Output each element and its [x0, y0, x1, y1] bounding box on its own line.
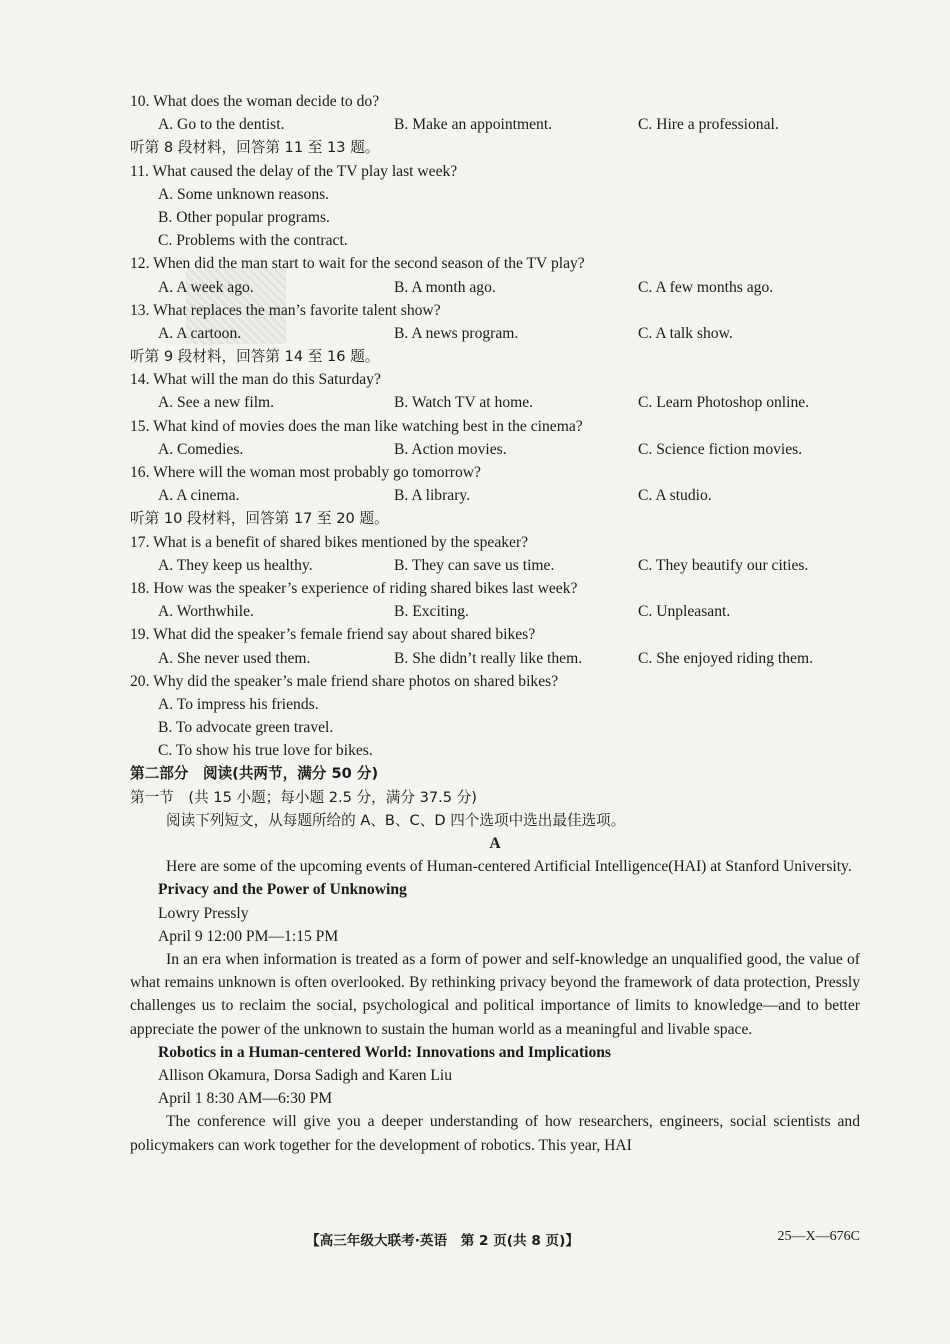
option-b: B. Exciting. [394, 603, 469, 621]
option-a: A. A cartoon. [158, 324, 242, 342]
option-c: C. Problems with the contract. [158, 232, 348, 250]
option-c: C. She enjoyed riding them. [638, 649, 813, 667]
question-19: 19. What did the speaker’s female friend say about shared bikes? [130, 626, 536, 644]
question-16-options [130, 484, 860, 507]
section-note-9: 听第 9 段材料，回答第 14 至 16 题。 [130, 348, 380, 366]
question-15: 15. What kind of movies does the man like watching best in the cinema? [130, 417, 583, 435]
option-c: C. Hire a professional. [638, 116, 779, 134]
passage-letter: A [489, 835, 501, 852]
part-two-heading: 第二部分 阅读(共两节，满分 50 分) [130, 765, 379, 783]
question-11: 11. What caused the delay of the TV play last week? [130, 162, 458, 180]
option-c: C. A studio. [638, 487, 712, 505]
question-12: 12. When did the man start to wait for the second season of the TV play? [130, 255, 585, 273]
question-12-options [130, 276, 860, 299]
option-c: C. Unpleasant. [638, 603, 731, 621]
option-c: C. Learn Photoshop online. [638, 394, 810, 412]
option-b: B. To advocate green travel. [158, 719, 334, 737]
option-a: A. See a new film. [158, 394, 275, 412]
option-a: A. A cinema. [158, 487, 240, 505]
question-18: 18. How was the speaker’s experience of riding shared bikes last week? [130, 579, 578, 597]
footer-page-info: 【高三年级大联考·英语 第 2 页(共 8 页)】 [306, 1233, 579, 1249]
option-a: A. They keep us healthy. [158, 556, 313, 574]
option-b: B. Watch TV at home. [394, 394, 534, 412]
question-16: 16. Where will the woman most probably go tomorrow? [130, 464, 481, 481]
event-1-title: Privacy and the Power of Unknowing [158, 881, 407, 899]
option-b: B. Make an appointment. [394, 116, 553, 134]
footer-code: 25—X—676C [777, 1229, 860, 1244]
question-13-options [130, 322, 860, 345]
passage-intro: Here are some of the upcoming events of Human-centered Artificial Intelligence(HAI) at Stanford University. [166, 858, 852, 876]
event-2-speaker: Allison Okamura, Dorsa Sadigh and Karen Liu [158, 1066, 453, 1084]
question-10: 10. What does the woman decide to do? [130, 93, 380, 110]
question-18-options [130, 600, 860, 623]
section-note-8: 听第 8 段材料，回答第 11 至 13 题。 [130, 139, 380, 157]
option-a: A. To impress his friends. [158, 695, 319, 713]
event-1-text: In an era when information is treated as a form of power and self-knowledge an unqualified good, the value of what remains unknown is often overlooked. By rethinking privacy beyond the framework of data protection, Pressly challenges us to reclaim the social, psychological and political importance of limits to knowledge—and to better appreciate the power of the unknown to sustain the human world as a meaningful and livable space. [130, 950, 860, 1038]
option-b: B. They can save us time. [394, 556, 555, 574]
question-20: 20. Why did the speaker’s male friend share photos on shared bikes? [130, 672, 559, 690]
option-c: C. Science fiction movies. [638, 440, 803, 458]
option-c: C. To show his true love for bikes. [158, 742, 373, 760]
option-b: B. Other popular programs. [158, 208, 330, 226]
option-c: C. A few months ago. [638, 278, 774, 296]
question-10-options [130, 113, 860, 136]
question-17-options [130, 554, 860, 577]
option-a: A. Comedies. [158, 440, 244, 458]
option-a: A. A week ago. [158, 278, 254, 296]
option-b: B. She didn’t really like them. [394, 649, 583, 667]
question-17: 17. What is a benefit of shared bikes mentioned by the speaker? [130, 533, 529, 551]
event-1-time: April 9 12:00 PM—1:15 PM [158, 927, 339, 945]
event-2-title: Robotics in a Human-centered World: Innovations and Implications [158, 1043, 612, 1061]
event-2-text: The conference will give you a deeper understanding of how researchers, engineers, social scientists and policymakers can work together for the development of robotics. This year, HAI [130, 1113, 860, 1154]
option-b: B. A library. [394, 487, 471, 505]
option-b: B. A month ago. [394, 278, 496, 296]
question-15-options [130, 438, 860, 461]
option-a: A. She never used them. [158, 649, 311, 667]
event-2-time: April 1 8:30 AM—6:30 PM [158, 1090, 333, 1108]
question-13: 13. What replaces the man’s favorite talent show? [130, 301, 441, 319]
option-a: A. Some unknown reasons. [158, 185, 330, 203]
question-14: 14. What will the man do this Saturday? [130, 371, 381, 389]
section-one-heading: 第一节 (共 15 小题；每小题 2.5 分，满分 37.5 分) [130, 788, 477, 806]
option-c: C. They beautify our cities. [638, 556, 809, 574]
page-footer [130, 1229, 860, 1253]
event-1-speaker: Lowry Pressly [158, 904, 249, 922]
option-b: B. A news program. [394, 324, 519, 342]
option-b: B. Action movies. [394, 440, 507, 458]
question-19-options [130, 647, 860, 670]
listening-questions [130, 90, 860, 1157]
option-a: A. Worthwhile. [158, 603, 254, 621]
question-14-options [130, 391, 860, 414]
option-c: C. A talk show. [638, 324, 733, 342]
reading-instruction: 阅读下列短文，从每题所给的 A、B、C、D 四个选项中选出最佳选项。 [166, 811, 626, 829]
option-a: A. Go to the dentist. [158, 116, 285, 134]
section-note-10: 听第 10 段材料，回答第 17 至 20 题。 [130, 510, 389, 528]
